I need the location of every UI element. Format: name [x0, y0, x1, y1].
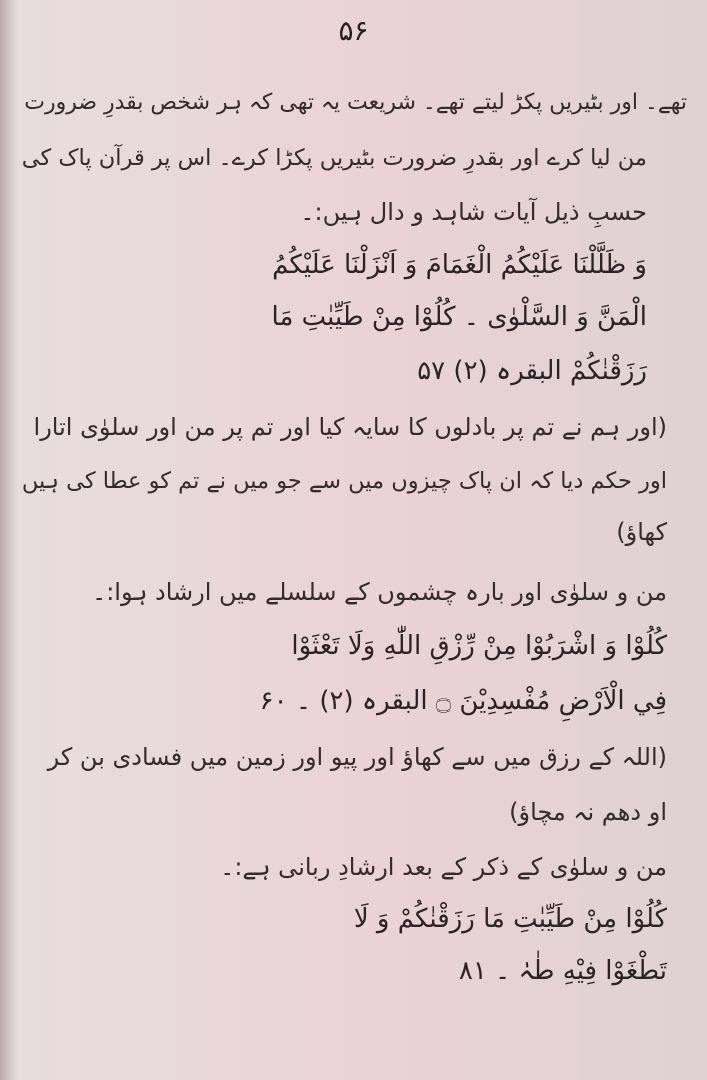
translation-line: کھاؤ)	[616, 518, 667, 546]
translation-line: اور حکم دیا کہ ان پاک چیزوں میں سے جو میں نے تم کو عطا کی ہیں	[21, 468, 667, 494]
text-line: تھے۔ اور بٹیریں پکڑ لیتے تھے۔ شریعت یہ تھی کہ ہر شخص بقدرِ ضرورت	[24, 90, 687, 115]
text-line: من لیا کرے اور بقدرِ ضرورت بٹیریں پکڑا کرے۔ اس پر قرآن پاک کی	[21, 145, 647, 171]
verse-line: وَ ظَلَّلْنَا عَلَيْكُمُ الْغَمَامَ وَ اَنْزَلْنَا عَلَيْكُمُ	[272, 250, 647, 280]
text-line: من و سلوٰی اور بارہ چشموں کے سلسلے میں ارشاد ہوا:۔	[92, 578, 667, 606]
text-line: من و سلوٰی کے ذکر کے بعد ارشادِ ربانی ہے:۔	[220, 853, 667, 881]
verse-reference-line: فِي الْاَرْضِ مُفْسِدِيْنَ ۝ البقرہ (۲) ۔ ۶۰	[259, 686, 667, 716]
translation-line: (اللہ کے رزق میں سے کھاؤ اور پیو اور زمین میں فسادی بن کر	[47, 743, 667, 771]
page-number: ۵۶	[338, 14, 369, 47]
verse-line: الْمَنَّ وَ السَّلْوٰى ۔ كُلُوْا مِنْ طَيِّبٰتِ مَا	[271, 302, 647, 332]
text-line: حسبِ ذیل آیات شاہد و دال ہیں:۔	[300, 198, 647, 226]
verse-reference-line: رَزَقْنٰكُمْ البقرہ (۲) ۵۷	[417, 356, 647, 386]
binding-shadow	[0, 0, 18, 1080]
verse-reference-line: تَطْغَوْا فِيْهِ طٰہٰ ۔ ۸۱	[458, 956, 667, 986]
translation-line: (اور ہم نے تم پر بادلوں کا سایہ کیا اور تم پر من اور سلوٰی اتارا	[33, 413, 667, 441]
verse-line: كُلُوْا وَ اشْرَبُوْا مِنْ رِّزْقِ اللّٰهِ وَلَا تَعْثَوْا	[291, 631, 667, 661]
translation-line: او دھم نہ مچاؤ)	[509, 798, 667, 826]
verse-line: كُلُوْا مِنْ طَيِّبٰتِ مَا رَزَقْنٰكُمْ وَ لَا	[353, 904, 667, 934]
